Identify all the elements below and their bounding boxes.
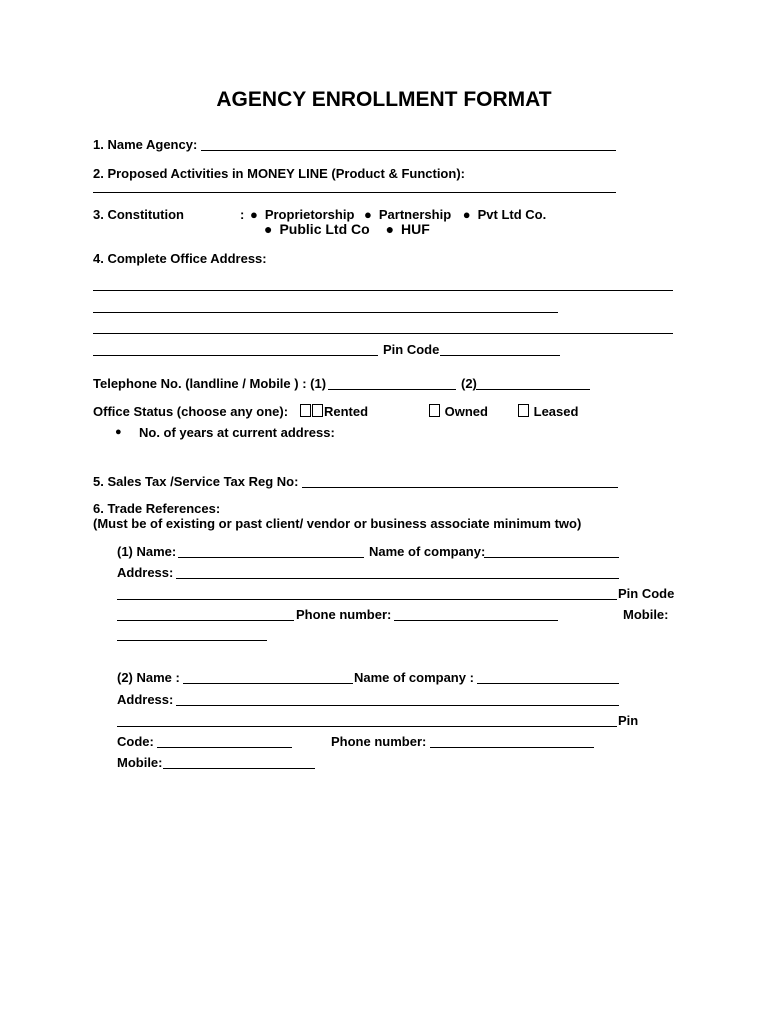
option-leased[interactable]: Leased: [518, 404, 578, 419]
ref2-mobile-label: Mobile:: [117, 755, 163, 770]
ref2-address-field[interactable]: [176, 705, 619, 706]
ref1-phone-label: Phone number:: [296, 607, 392, 622]
bullet-icon: ●: [249, 207, 258, 222]
option-partnership[interactable]: Partnership: [378, 207, 452, 222]
option-proprietorship[interactable]: Proprietorship: [264, 207, 355, 222]
constitution-options-row1: : ● Proprietorship ● Partnership ● Pvt Ltd Co.: [240, 207, 547, 222]
option-public-ltd[interactable]: Public Ltd Co: [279, 221, 370, 237]
checkbox-icon: [518, 404, 529, 417]
ref1-mobile-label: Mobile:: [623, 607, 669, 622]
option-rented[interactable]: Rented: [300, 404, 368, 419]
ref2-code-label: Code:: [117, 734, 154, 749]
office-address-label: 4. Complete Office Address:: [93, 251, 267, 266]
ref2-phone-label: Phone number:: [331, 734, 427, 749]
ref1-address-line-2[interactable]: [117, 599, 617, 600]
proposed-activities-field[interactable]: [93, 192, 616, 193]
option-pvt-ltd[interactable]: Pvt Ltd Co.: [477, 207, 547, 222]
constitution-options-row2: [262, 222, 430, 237]
telephone-label: Telephone No. (landline / Mobile ) : (1): [93, 376, 327, 391]
sales-tax-label: 5. Sales Tax /Service Tax Reg No:: [93, 474, 299, 489]
telephone-2-field[interactable]: [476, 389, 590, 390]
trade-references-note: (Must be of existing or past client/ vendor or business associate minimum two): [93, 516, 582, 531]
ref2-company-label: Name of company :: [354, 670, 474, 685]
constitution-label: 3. Constitution: [93, 207, 184, 222]
ref2-company-field[interactable]: [477, 683, 619, 684]
ref1-name-label: (1) Name:: [117, 544, 177, 559]
bullet-icon: ●: [264, 221, 273, 237]
pin-code-label: Pin Code: [383, 342, 440, 357]
checkbox-icon: [300, 404, 311, 417]
option-huf[interactable]: HUF: [401, 221, 430, 237]
ref2-pin-field[interactable]: [157, 747, 292, 748]
ref1-address-field[interactable]: [176, 578, 619, 579]
address-line-2[interactable]: [93, 312, 558, 313]
ref2-mobile-field[interactable]: [163, 768, 315, 769]
option-owned[interactable]: Owned: [429, 404, 488, 419]
bullet-icon: ●: [115, 426, 122, 438]
office-status-label: Office Status (choose any one):: [93, 404, 289, 419]
years-at-address-label: No. of years at current address:: [139, 425, 335, 440]
ref2-phone-field[interactable]: [430, 747, 594, 748]
checkbox-icon: [312, 404, 323, 417]
ref1-phone-field[interactable]: [394, 620, 558, 621]
telephone-1-field[interactable]: [328, 389, 456, 390]
checkbox-icon: [429, 404, 440, 417]
ref1-pin-label: Pin Code: [618, 586, 675, 601]
sales-tax-field[interactable]: [302, 487, 618, 488]
ref2-address-label: Address:: [117, 692, 174, 707]
ref2-pin-label: Pin: [618, 713, 639, 728]
ref2-name-label: (2) Name :: [117, 670, 180, 685]
address-line-3[interactable]: [93, 333, 673, 334]
proposed-activities-label: 2. Proposed Activities in MONEY LINE (Product & Function):: [93, 166, 465, 181]
form-title: AGENCY ENROLLMENT FORMAT: [216, 88, 552, 111]
pin-code-field[interactable]: [440, 355, 560, 356]
telephone-2-label: (2): [461, 376, 477, 391]
ref1-company-field[interactable]: [484, 557, 619, 558]
name-agency-label: 1. Name Agency:: [93, 137, 198, 152]
trade-references-label: 6. Trade References:: [93, 501, 221, 516]
bullet-icon: ●: [462, 207, 471, 222]
ref1-mobile-field[interactable]: [117, 640, 267, 641]
name-agency-field[interactable]: [201, 150, 616, 151]
ref2-address-line-2[interactable]: [117, 726, 617, 727]
address-line-4[interactable]: [93, 355, 378, 356]
bullet-icon: ●: [364, 207, 372, 222]
ref2-name-field[interactable]: [183, 683, 353, 684]
ref1-company-label: Name of company:: [369, 544, 486, 559]
bullet-icon: ●: [385, 221, 395, 237]
ref1-name-field[interactable]: [178, 557, 364, 558]
address-line-1[interactable]: [93, 290, 673, 291]
ref1-pin-field[interactable]: [117, 620, 294, 621]
ref1-address-label: Address:: [117, 565, 174, 580]
